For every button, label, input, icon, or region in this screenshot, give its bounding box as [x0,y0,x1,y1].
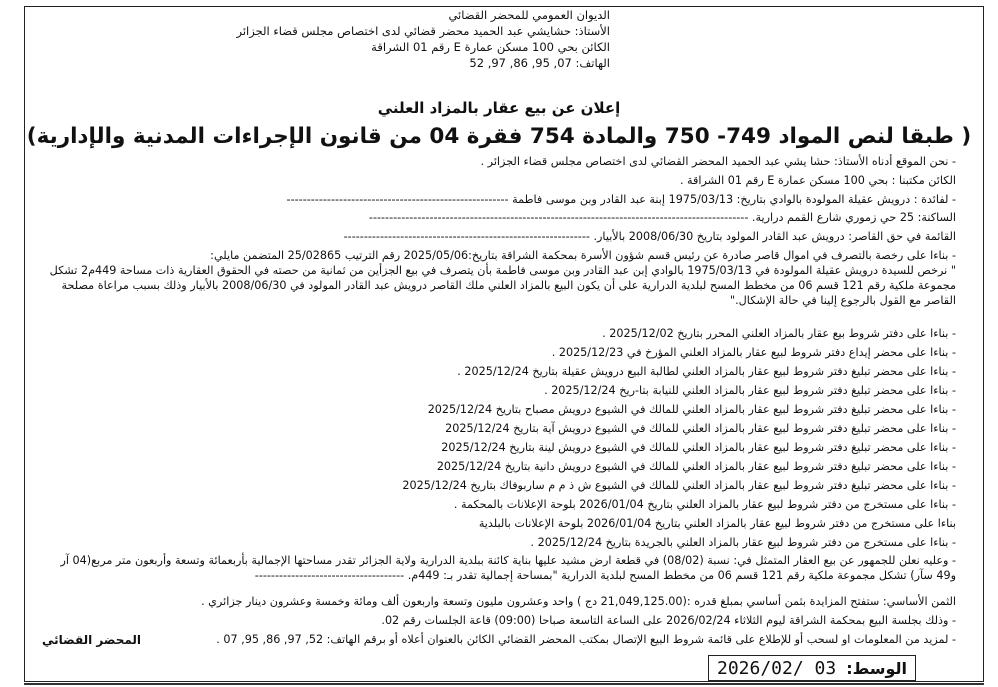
header-phone-label: الهاتف: [575,56,610,70]
header-bailiff: الأستاذ: حشايشي عبد الحميد محضر قضائي لدى اختصاص مجلس قضاء الجزائر [236,24,610,38]
body-line: - لفائدة : درويش عقيلة المولودة بالوادي بتاريخ: 1975/03/13 إبنة عبد القادر وبن موسى فاطمة ------------------------------------------------------- [286,193,956,206]
subtitle: ( طبقا لنص المواد 749- 750 والمادة 754 فقرة 04 من قانون الإجراءات المدنية والإدارية) [26,124,972,149]
body-line: - بناءا على رخصة بالتصرف في اموال قاصر صادرة عن رئيس قسم شؤون الأسرة بمحكمة الشراقة بتاريخ:2025/05/06 رقم الترتيب 25/02865 المتضمن مايلي: [210,249,956,262]
body-line: - بناءا على محضر إيداع دفتر شروط لبيع عقار بالمزاد العلني المؤرخ في 2025/12/23 . [551,346,956,359]
publication-date: 2026/02/ 03 [717,657,837,679]
signature: المحضر القضائي [42,633,142,647]
body-line: - بناءا على محضر تبليغ دفتر شروط لبيع عقار بالمزاد العلني لطالبة البيع درويش عقيلة بتاريخ 2025/12/24 . [457,365,956,378]
header-phone-line [469,56,610,70]
body-line: الكائن مكتبنا : بحي 100 مسكن عمارة E رقم 01 الشراقة . [679,174,956,187]
bottom-rule [24,683,984,685]
body-line: - بناءا على دفتر شروط بيع عقار بالمزاد العلني المحرر بتاريخ 2025/12/02 . [602,327,956,340]
header-phone: 07, 95, 86, 97, 52 [469,56,572,70]
publication-name: الوسط: [846,658,908,678]
body-line: - بناءا على محضر تبليغ دفتر شروط لبيع عقار بالمزاد العلني للمالك في الشيوع درويش دانية بتاريخ 2025/12/24 [436,460,956,473]
body-line-price: الثمن الأساسي: ستفتح المزايدة بثمن أساسي بمبلغ قدره :(21,049,125.00 دج ) واحد وعشرون مليون وتسعة واربعون ألف ومائة وخمسة وعشرون دينار جزائري . [201,595,956,608]
body-line: الساكنة: 25 حي زموري شارع القمم درارية. ---------------------------------------------------------------------------------------------- [368,211,956,224]
body-paragraph-quote: " نرخص للسيدة درويش عقيلة المولودة في 1975/03/13 بالوادي إبن عبد القادر وبن موسى فاطمة بأن يتصرف في بيع الجزأين من ثمانية من حصته في الحقوق العقارية ذات مساحة 449م2 تشكل مجموعة ملكية رقم 121 قسم 06 من مخطط المسح لبلدية الدرارية على أن يكون البيع بالمزاد العلني ملك القاصر درويش عبد القادر المولود في 2008/06/30 بالأبيار وذلك بسبب مراعاة مصلحة القاصر مع القول بالرجوع إلينا في حالة الإشكال." [49,264,956,307]
body-line: - بناءا على محضر تبليغ دفتر شروط لبيع عقار بالمزاد العلني للمالك في الشيوع درويش لينة بتاريخ 2025/12/24 [441,441,956,454]
body-line: بناءا على مستخرج من دفتر شروط لبيع عقار بالمزاد العلني بتاريخ 2026/01/04 بلوحة الإعلانات بالبلدية [478,517,956,530]
body-line: - بناءا على محضر تبليغ دفتر شروط لبيع عقار بالمزاد العلني للمالك في الشيوع ش ذ م م ساربوفاك بتاريخ 2025/12/24 [402,479,956,492]
body-line: - بناءا على محضر تبليغ دفتر شروط لبيع عقار بالمزاد العلني للمالك في الشيوع درويش مصباح بتاريخ 2025/12/24 [427,403,956,416]
body-line: القائمة في حق القاصر: درويش عبد القادر المولود بتاريخ 2008/06/30 بالأبيار. ------------------------------------------------------------- [343,230,956,243]
main-title: إعلان عن بيع عقار بالمزاد العلني [377,99,621,117]
body-line-session: - وذلك بجلسة البيع بمحكمة الشراقة ليوم الثلاثاء 2026/02/24 على الساعة التاسعة صباحا (09:00) قاعة الجلسات رقم 02. [381,614,956,627]
body-paragraph-sale: - وعليه نعلن للجمهور عن بيع العقار المتمثل في: نسبة (08/02) في قطعة ارض مشيد عليها بناية كائنة ببلدية الدرارية ولاية الجزائر تقدر مساحتها الإجمالية بأربعمائة وتسعة وأربعون متر مربع(04 آر و49 سآر) تشكل مجموعة ملكية رقم 121 قسم 06 من مخطط المسح لبلدية الدرارية "بمساحة إجمالية تقدر بـ: 449م. ------------------------------------- [60,554,956,582]
header-address: الكائن بحي 100 مسكن عمارة E رقم 01 الشراقة [371,40,610,54]
body-line: - بناءا على محضر تبليغ دفتر شروط لبيع عقار بالمزاد العلني للنيابة بتا-ريخ 2025/12/24 . [544,384,956,397]
body-line: - بناءا على مستخرج من دفتر شروط لبيع عقار بالمزاد العلني بتاريخ 2026/01/04 بلوحة الإعلانات بالمحكمة . [453,498,956,511]
header-office: الديوان العمومي للمحضر القضائي [448,8,610,22]
body-line-contact: - لمزيد من المعلومات او لسحب أو للإطلاع على قائمة شروط البيع الإتصال بمكتب المحضر القضائي الكائن بالعنوان أعلاه أو برقم الهاتف: 52, 97, 86, 95, 07 . [216,633,956,646]
body-line: - بناءا على محضر تبليغ دفتر شروط لبيع عقار بالمزاد العلني للمالك في الشيوع درويش آية بتاريخ 2025/12/24 [445,422,956,435]
publication-stamp [708,655,916,681]
body-line: - بناءا على مستخرج من دفتر شروط لبيع عقار بالمزاد العلني بالجريدة بتاريخ 2025/12/24 . [530,536,956,549]
body-line: - نحن الموقع أدناه الأستاذ: حشا يشي عبد الحميد المحضر القضائي لدى اختصاص مجلس قضاء الجزائر . [480,155,956,168]
